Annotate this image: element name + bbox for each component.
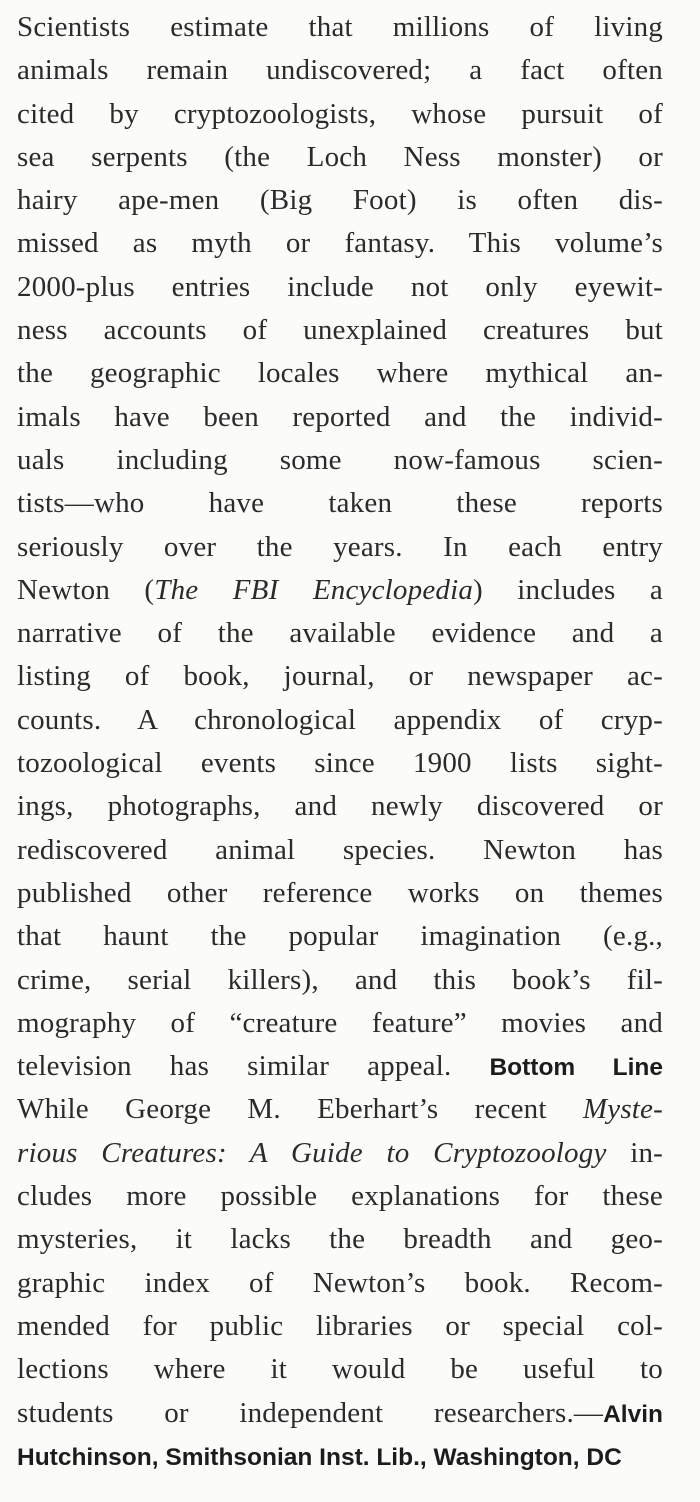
text-line: counts. A chronological appendix of cryp-: [17, 703, 663, 736]
text-line: uals including some now-famous scien-: [17, 443, 663, 476]
text-run: ) includes a: [473, 573, 663, 606]
text-line: crime, serial killers), and this book’s fil-: [17, 963, 663, 996]
review-text: [17, 6, 663, 1478]
text-line: [17, 1088, 663, 1131]
text-line: hairy ape-men (Big Foot) is often dis-: [17, 184, 663, 217]
text-run: Newton (: [17, 573, 155, 606]
text-run: in-: [606, 1136, 664, 1169]
text-run: While George M. Eberhart’s recent: [17, 1093, 583, 1126]
text-line: listing of book, journal, or newspaper ac-: [17, 660, 663, 693]
text-line: [17, 1132, 663, 1175]
reviewer-affiliation: Hutchinson, Smithsonian Inst. Lib., Washington, DC: [17, 1443, 622, 1471]
text-line: ings, photographs, and newly discovered or: [17, 790, 663, 823]
reviewer-affiliation-line: [17, 1435, 663, 1478]
text-line: lections where it would be useful to: [17, 1353, 663, 1386]
text-run: students or independent researchers.—: [17, 1396, 604, 1429]
book-title-mysterious-creatures: rious Creatures: A Guide to Cryptozoology: [17, 1136, 607, 1169]
text-line-book-title: [17, 569, 663, 612]
book-title-fbi-encyclopedia: The FBI Encyclopedia: [154, 573, 474, 606]
text-line-bottom-line: [17, 1045, 663, 1088]
reviewer-name: Alvin: [603, 1400, 663, 1428]
text-line: mography of “creature feature” movies and: [17, 1006, 663, 1039]
text-line: seriously over the years. In each entry: [17, 530, 663, 563]
text-line: missed as myth or fantasy. This volume’s: [17, 227, 663, 260]
text-line: rediscovered animal species. Newton has: [17, 833, 663, 866]
text-run: television has similar appeal.: [17, 1050, 490, 1083]
text-line: tists—who have taken these reports: [17, 487, 663, 520]
text-line: animals remain undiscovered; a fact often: [17, 54, 663, 87]
text-line: imals have been reported and the individ-: [17, 400, 663, 433]
text-line: cited by cryptozoologists, whose pursuit of: [17, 97, 663, 130]
text-line: ness accounts of unexplained creatures but: [17, 314, 663, 347]
text-line: tozoological events since 1900 lists sight-: [17, 747, 663, 780]
text-line-reviewer: [17, 1392, 663, 1435]
text-line: published other reference works on themes: [17, 876, 663, 909]
text-line: narrative of the available evidence and a: [17, 617, 663, 650]
bottom-line-heading: Bottom Line: [489, 1054, 663, 1082]
text-line: Scientists estimate that millions of living: [17, 11, 663, 43]
text-line: the geographic locales where mythical an-: [17, 357, 663, 390]
text-line: 2000-plus entries include not only eyewit-: [17, 270, 663, 303]
text-line: sea serpents (the Loch Ness monster) or: [17, 140, 663, 173]
text-line: that haunt the popular imagination (e.g.,: [17, 920, 663, 953]
text-line: cludes more possible explanations for these: [17, 1180, 663, 1213]
book-title-mysterious-creatures: Myste-: [582, 1093, 663, 1126]
text-line: mysteries, it lacks the breadth and geo-: [17, 1223, 663, 1256]
text-line: graphic index of Newton’s book. Recom-: [17, 1266, 663, 1299]
text-line: mended for public libraries or special col-: [17, 1309, 663, 1342]
